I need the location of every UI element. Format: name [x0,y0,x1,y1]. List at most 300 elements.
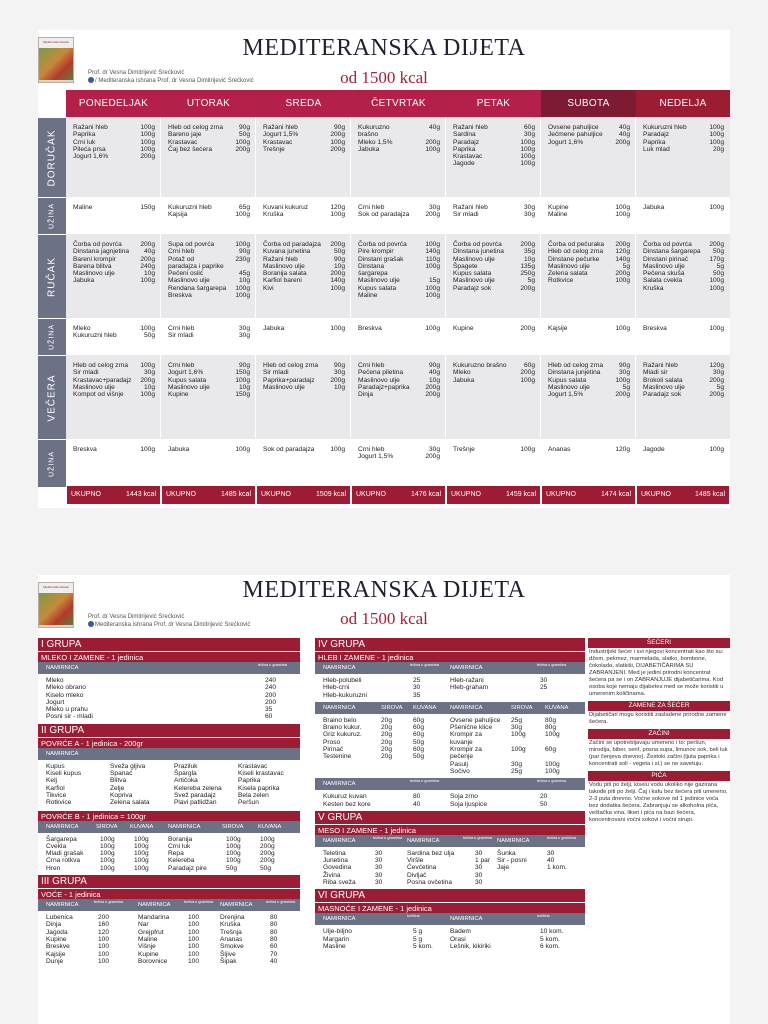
food-item [643,256,724,263]
table-row [315,768,585,775]
food-item [358,369,440,376]
food-name: Ražani hleb [453,204,488,211]
table-cell: 100 [98,950,110,958]
table-cell: Govedina [323,864,352,872]
column-header: NAMIRNICA [497,837,530,844]
food-item [73,391,155,398]
daily-total-kcal: 1485 kcal [221,491,251,498]
meal-cell [263,362,345,391]
table-cell: Rotkvice [46,799,72,807]
column-header: težina u gramima [537,779,567,784]
table-cell: 40 [547,857,555,865]
table-cell: Šljive [220,950,236,958]
food-quantity: 90g [238,248,250,256]
food-name: Dinstana šargarepa [643,248,701,256]
table-cell: Karfiol [46,784,65,792]
food-name: Paprika [643,138,666,146]
food-name: Maslinovo ulje [263,262,305,270]
table-cell: 100 [188,957,200,965]
food-name: Krastavac [453,153,483,161]
table-cell: 30 [413,684,421,692]
column-header: SIROVA [381,704,403,711]
food-quantity: 110g [425,255,440,263]
food-name: Pečeni oslić [168,270,204,278]
table-cell: 100 [188,928,200,936]
food-name: Paradajz [643,131,670,139]
table-cell: Šargarepa [46,835,77,843]
food-quantity: 5g [716,383,724,391]
table-cell: Spanać [110,770,133,778]
food-quantity: 30g [333,369,345,377]
column-header: NAMIRNICA [407,837,440,844]
food-item [168,384,250,391]
meal-cell [453,362,535,384]
table-cell: Zelje [110,784,125,792]
food-name: Crni hleb [168,248,195,256]
table-cell: Grejpfrut [138,928,164,936]
table-cell: 60 [265,713,273,721]
group-rows [38,674,300,724]
food-quantity: 100g [425,292,440,300]
table-cell: Smokve [220,943,244,951]
table-cell: 80g [545,724,557,732]
table-row [315,746,585,753]
food-item [453,204,535,211]
food-name: Potaž od [168,255,195,263]
food-item [358,263,440,270]
food-quantity: 100g [615,211,630,219]
meal-cell [548,362,630,398]
meal-cell [453,325,535,332]
meal-cell [263,124,345,153]
food-item [643,285,724,292]
food-name: Jabuka [358,145,380,153]
food-quantity: 90g [238,124,250,131]
column-header: KUVANA [413,704,437,711]
table-row [38,921,300,928]
food-name: Čorba od paradajza [263,241,321,248]
table-cell: Jogurt [46,698,65,706]
food-item [358,285,440,292]
column-header: NAMIRNICA [138,902,171,909]
food-item [453,270,535,277]
table-cell: 20g [381,731,393,739]
food-quantity: 40g [143,248,155,256]
group-rows [315,847,585,889]
food-item [453,256,535,263]
food-quantity: 120g [615,248,630,256]
column-header: NAMIRNICA [450,665,483,671]
food-name: Kajsija [168,211,188,219]
food-quantity: 100g [709,138,724,146]
table-cell: Krompir za [450,746,482,754]
food-item [168,248,250,255]
food-name: Kupus salata [548,376,587,384]
food-quantity: 100g [235,284,250,292]
table-cell: 60g [413,716,425,724]
food-quantity: 50g [712,270,724,278]
table-cell: Artičoka [174,777,198,785]
food-name: Pečena skuša [643,270,685,278]
food-item [548,446,630,453]
food-item [453,131,535,138]
food-name: Trešnje [453,446,475,453]
column-header: KUVANA [545,704,569,711]
food-name: Jabuka [168,446,190,453]
food-name: Jogurt 1,5% [263,131,299,139]
table-cell: 40 [270,957,278,965]
food-name: Maslinovo ulje [263,383,305,391]
table-row [315,717,585,724]
food-name: Maslinovo ulje [548,262,590,270]
food-quantity: 50g [143,332,155,340]
food-item [73,204,155,211]
food-name: Špagete [453,262,478,270]
food-quantity: 100g [140,446,155,453]
food-name: Kupus salata [453,270,492,278]
food-item [548,263,630,270]
table-row [38,706,300,713]
food-name: Mladi sir [643,369,668,377]
day-header: NEDELJA [636,90,730,117]
food-name: Jagode [643,446,665,453]
table-cell: Višnje [138,943,156,951]
food-quantity: 100g [140,138,155,146]
food-quantity: 5g [716,262,724,270]
meal-label [38,439,66,487]
column-header: NAMIRNICA [323,704,356,711]
food-item [643,446,724,453]
author-facebook: / Mediteranska ishrana Prof. dr Vesna Dimitrijević Srećković [88,77,254,85]
meal-cell [73,124,155,160]
table-cell: pečenje [450,753,474,761]
food-name: Boranija salata [263,270,307,278]
food-item [453,369,535,376]
food-name: Ražani hleb [453,124,488,131]
book-cover-image: Mediteranska ishrana [38,582,74,628]
daily-total-label: UKUPNO [71,491,101,498]
food-item [548,391,630,398]
meal-cell [358,124,440,153]
table-row [38,684,300,691]
table-cell: kuvanje [450,738,473,746]
author-facebook: Mediteranska ishrana Prof. dr Vesna Dimitrijević Srećković [88,621,250,629]
food-quantity: 170g [709,255,724,263]
food-name: Dinja [358,391,374,399]
food-quantity: 140g [330,277,345,285]
table-row [38,943,300,950]
food-item [453,325,535,332]
food-quantity: 30g [238,332,250,340]
meal-cell [263,241,345,292]
food-quantity: 90g [238,362,250,369]
food-name: Maline [548,211,568,219]
food-item [548,204,630,211]
table-cell: 30 [540,677,548,684]
table-cell: Drenjina [220,914,245,922]
food-item [168,277,250,284]
column-header: težina u gramima [463,835,493,840]
group-subheading: POVRĆE B - 1 jedinica = 100gr [38,810,300,821]
food-item [168,124,250,131]
food-item [168,446,250,453]
table-cell: Peršun [238,799,259,807]
food-item [453,263,535,270]
food-item [263,146,345,153]
table-cell: 100 [188,914,200,922]
table-cell: Borovnice [138,957,168,965]
food-quantity: 100g [235,211,250,219]
food-quantity: 140g [425,248,440,256]
table-cell: Braino belo [323,716,357,724]
group-rows [38,833,300,875]
table-cell: 100g [100,857,115,865]
table-cell: Sir - posni [497,857,527,865]
table-cell: 5 kom. [413,942,433,950]
table-cell: 100 [98,943,110,951]
note-text: Dijabetičari mogu koristiti zasladene prirodne zamene šećera. [589,712,727,725]
meal-cell [73,325,155,340]
table-row [38,713,300,720]
table-cell: Pasulj [450,760,468,768]
table-cell: 100g [260,835,275,843]
food-quantity: 30g [238,325,250,332]
column-header: težina u gramima [184,900,214,905]
food-name: Čorba od povrća [643,241,692,248]
column-header: NAMIRNICA [220,902,253,909]
table-cell: Svež paradajz [174,791,216,799]
table-cell: Kupine [138,950,159,958]
food-name: Jagode [453,160,475,168]
meal-label-text: RUČAK [46,256,58,297]
group-rows [315,674,585,702]
meal-cell [263,446,345,453]
note-text: Industrijski šećer i svi njegovi koncentrati kao što su: džem, pekmez, marmelada, slatko, bombone, čokolada, slatkiši, DIJABETIČARIMA SU ZABRANJENI. Med je jedini prirodni koncentrat šećera pa se i on ZABRANJUJE dijabetičarima. Kod osoba koje nemaju dijabetes med se može koristiti u umerenim količinama. [589,649,724,697]
food-name: Dinstane pečurke [548,255,600,263]
food-name: Crni hleb [358,204,385,211]
meal-label [38,234,66,318]
table-cell: 200 [265,691,277,699]
food-quantity: 120g [709,362,724,369]
column-divider [160,117,161,487]
column-headers [315,913,585,925]
column-header: NAMIRNICA [46,665,79,671]
food-item [263,248,345,255]
table-cell: 100 [98,935,110,943]
table-cell: Mleko u prahu [46,706,88,714]
table-cell: Mandarina [138,914,170,922]
table-cell: 30 [375,849,383,857]
food-quantity: 200g [425,138,440,146]
table-cell: Blitva [110,777,127,785]
food-quantity: 200g [425,211,440,219]
food-name: Pečena piletina [358,369,404,377]
food-quantity: 40g [428,124,440,131]
table-cell: Plavi patlidžan [174,799,217,807]
food-item [168,241,250,248]
table-cell: Krastavac [238,762,268,770]
food-item [263,124,345,131]
table-row [315,879,585,886]
table-cell: Kisela paprika [238,784,280,792]
food-name: Kuvani kukuruz [263,204,309,211]
group-subheading: POVRĆE A - 1 jedinica - 200gr [38,737,300,748]
food-name: Jogurt 1,6% [73,153,109,161]
table-cell: Divljač [407,871,427,879]
food-name: Dinstana [358,262,385,270]
food-item [548,131,630,138]
table-cell: 50g [413,738,425,746]
table-cell: 30 [375,871,383,879]
group-subheading: MLEKO I ZAMENE - 1 jedinica [38,651,300,662]
food-quantity: 30g [523,211,535,219]
table-row [38,763,300,770]
meal-cell [358,362,440,398]
food-name: Bareni krompir [73,255,116,263]
food-quantity: 100g [140,124,155,131]
meal-label-text: UŽINA [48,203,56,229]
daily-total-label: UKUPNO [641,491,671,498]
meal-label [38,355,66,439]
table-cell: Junetina [323,857,348,865]
table-cell: 25g [511,716,523,724]
food-quantity: 100g [520,376,535,384]
food-name: Kupine [548,204,569,211]
table-cell: Hleb-polubeli [323,677,362,684]
food-quantity: 100g [615,325,630,332]
food-item [453,146,535,153]
food-item [358,325,440,332]
table-row [38,777,300,784]
food-quantity: 100g [235,292,250,300]
food-item [73,446,155,453]
food-item [548,124,630,131]
food-item [643,362,724,369]
table-cell: 50 [540,800,548,808]
food-name: Mleko [73,325,91,332]
table-cell: Soja zrno [450,793,478,801]
group-rows [38,760,300,810]
food-name: Čorba od povrća [73,241,122,248]
table-cell: 25 [413,677,421,684]
food-quantity: 100g [330,325,345,332]
table-cell: Kopriva [110,791,133,799]
food-quantity: 90g [333,362,345,369]
table-cell: Tikvice [46,791,67,799]
food-item [168,211,250,218]
table-cell: Ćevćetina [407,864,437,872]
table-row [315,753,585,760]
food-quantity: 100g [709,131,724,139]
meal-cell [453,124,535,168]
table-cell: 20g [381,746,393,754]
daily-total [542,486,635,504]
daily-total [352,486,445,504]
food-item [73,270,155,277]
food-quantity: 30g [712,369,724,377]
food-item [73,377,155,384]
table-cell: 100g [511,746,526,754]
column-divider [540,117,541,487]
food-quantity: 40g [618,131,630,139]
column-header: NAMIRNICA [46,902,79,909]
food-item [643,124,724,131]
table-cell: 100g [100,850,115,858]
group-rows [315,714,585,778]
table-cell: Sočivo [450,767,470,775]
food-name: Maslinovo ulje [168,277,210,285]
food-quantity: 100g [425,325,440,332]
table-cell: 100g [545,731,560,739]
food-item [168,146,250,153]
food-name: Mleko 1,5% [358,138,393,146]
column-header: količina [407,914,420,919]
food-item [453,153,535,160]
food-quantity: 100g [425,241,440,248]
food-name: Kupine [168,391,189,399]
food-quantity: 10g [333,262,345,270]
food-item [643,377,724,384]
table-row [38,677,300,684]
table-cell: 30 [547,849,555,857]
food-name: Kuvana junetina [263,248,311,256]
table-cell: Jagoda [46,928,68,936]
table-cell: Dunje [46,957,64,965]
food-name: Maslinovo ulje [643,383,685,391]
food-item [643,277,724,284]
food-quantity: 100g [615,204,630,211]
food-quantity: 100g [709,284,724,292]
food-name: Maslinovo ulje [73,270,115,278]
meal-cell [643,446,724,453]
food-item [548,211,630,218]
food-quantity: 30g [523,204,535,211]
food-item [643,139,724,146]
food-quantity: 100g [140,145,155,153]
table-row [38,843,300,850]
table-cell: 30 [475,879,483,887]
meal-cell [453,446,535,453]
food-item [73,241,155,248]
meal-cell [643,124,724,153]
food-name: Rendana šargarepa [168,284,227,292]
food-name: Maline [358,292,378,300]
food-name: Sir mladi [73,369,99,377]
table-cell: 200 [98,914,110,922]
table-cell: 100 [98,957,110,965]
food-name: Čorba od pečuraka [548,241,605,248]
food-notes-column [588,638,730,827]
column-header: težina u gramima [373,835,403,840]
food-name: Ananas [548,446,571,453]
meal-cell [548,325,630,332]
food-item [548,248,630,255]
table-cell: Proso [323,738,341,746]
group-rows [315,925,585,953]
food-quantity: 30g [428,204,440,211]
food-quantity: 10g [143,383,155,391]
food-name: Hleb od celog zrna [548,362,603,369]
food-item [358,139,440,146]
column-header: NAMIRNICA [46,823,79,830]
food-item [643,384,724,391]
table-cell: 30g [511,724,523,732]
food-name: šargarepa [358,270,388,278]
food-quantity: 120g [615,446,630,453]
table-cell: Soja ljuspice [450,800,488,808]
table-cell: 80 [270,914,278,922]
table-cell: Lešnik, kikiriki [450,942,491,950]
